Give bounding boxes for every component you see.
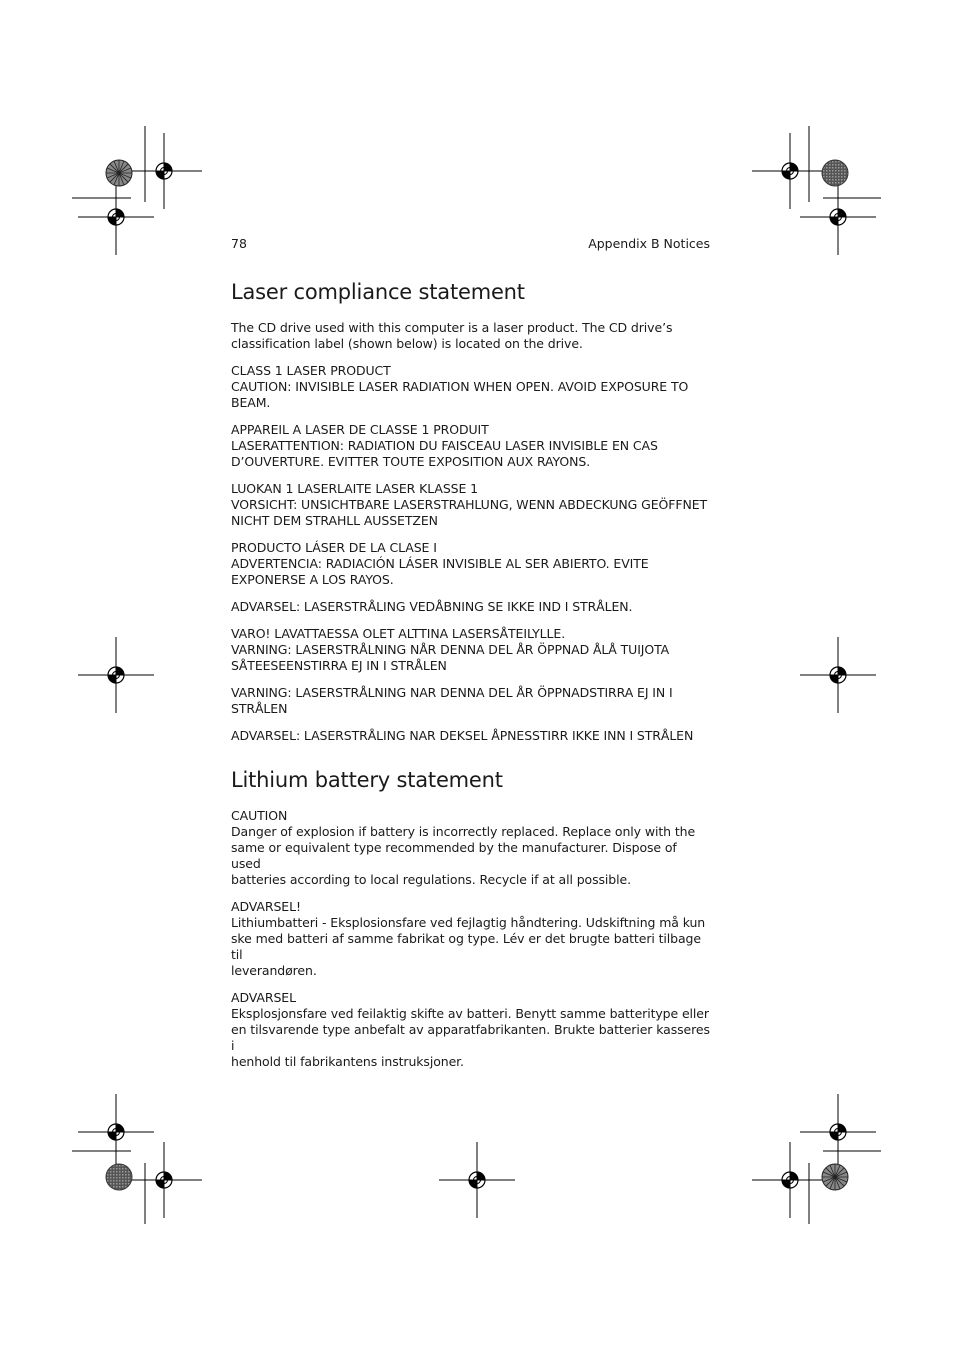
battery-paragraph: ADVARSEL Eksplosjonsfare ved feilaktig skifte av batteri. Benytt samme batteritype eller en tilsvarende type anbefalt av apparatfabrikanten. Brukte batterier kasseres i henhold til fabrikantens instruksjoner. — [231, 990, 710, 1069]
laser-compliance-heading: Laser compliance statement — [231, 280, 525, 304]
laser-paragraph: ADVARSEL: LASERSTRÅLING NAR DEKSEL ÅPNESSTIRR IKKE INN I STRÅLEN — [231, 728, 694, 743]
laser-paragraph: PRODUCTO LÁSER DE LA CLASE I ADVERTENCIA: RADIACIÓN LÁSER INVISIBLE AL SER ABIERTO. EVITE EXPONERSE A LOS RAYOS. — [231, 540, 649, 587]
laser-paragraph: ADVARSEL: LASERSTRÅLING VEDÅBNING SE IKKE IND I STRÅLEN. — [231, 599, 633, 614]
lithium-battery-heading: Lithium battery statement — [231, 768, 503, 792]
running-title: Appendix B Notices — [588, 236, 710, 251]
laser-paragraph: VARNING: LASERSTRÅLNING NAR DENNA DEL ÅR ÖPPNADSTIRRA EJ IN I STRÅLEN — [231, 685, 673, 716]
laser-paragraph: The CD drive used with this computer is a laser product. The CD drive’s classification label (shown below) is located on the drive. — [231, 320, 673, 351]
laser-paragraph: CLASS 1 LASER PRODUCT CAUTION: INVISIBLE LASER RADIATION WHEN OPEN. AVOID EXPOSURE TO BEAM. — [231, 363, 689, 410]
page-number: 78 — [231, 236, 247, 251]
battery-paragraph: CAUTION Danger of explosion if battery is incorrectly replaced. Replace only with the same or equivalent type recommended by the manufacturer. Dispose of used batteries according to local regulations. Recycle if at all possible. — [231, 808, 696, 887]
laser-paragraph: APPAREIL A LASER DE CLASSE 1 PRODUIT LASERATTENTION: RADIATION DU FAISCEAU LASER INVISIBLE EN CAS D’OUVERTURE. EVITTER TOUTE EXPOSITION AUX RAYONS. — [231, 422, 658, 469]
page-content — [231, 276, 710, 1081]
page-header — [231, 236, 710, 254]
battery-paragraph: ADVARSEL! Lithiumbatteri - Eksplosionsfare ved fejlagtig håndtering. Udskiftning må kun ske med batteri af samme fabrikat og type. Lév er det brugte batteri tilbage til leverandøren. — [231, 899, 706, 978]
laser-paragraph: VARO! LAVATTAESSA OLET ALTTINA LASERSÅTEILYLLE. VARNING: LASERSTRÅLNING NÅR DENNA DEL ÅR ÖPPNAD ÅLÅ TUIJOTA SÅTEESEENSTIRRA EJ IN I STRÅLEN — [231, 626, 670, 673]
laser-paragraph: LUOKAN 1 LASERLAITE LASER KLASSE 1 VORSICHT: UNSICHTBARE LASERSTRAHLUNG, WENN ABDECKUNG GEÖFFNET NICHT DEM STRAHLL AUSSETZEN — [231, 481, 708, 528]
